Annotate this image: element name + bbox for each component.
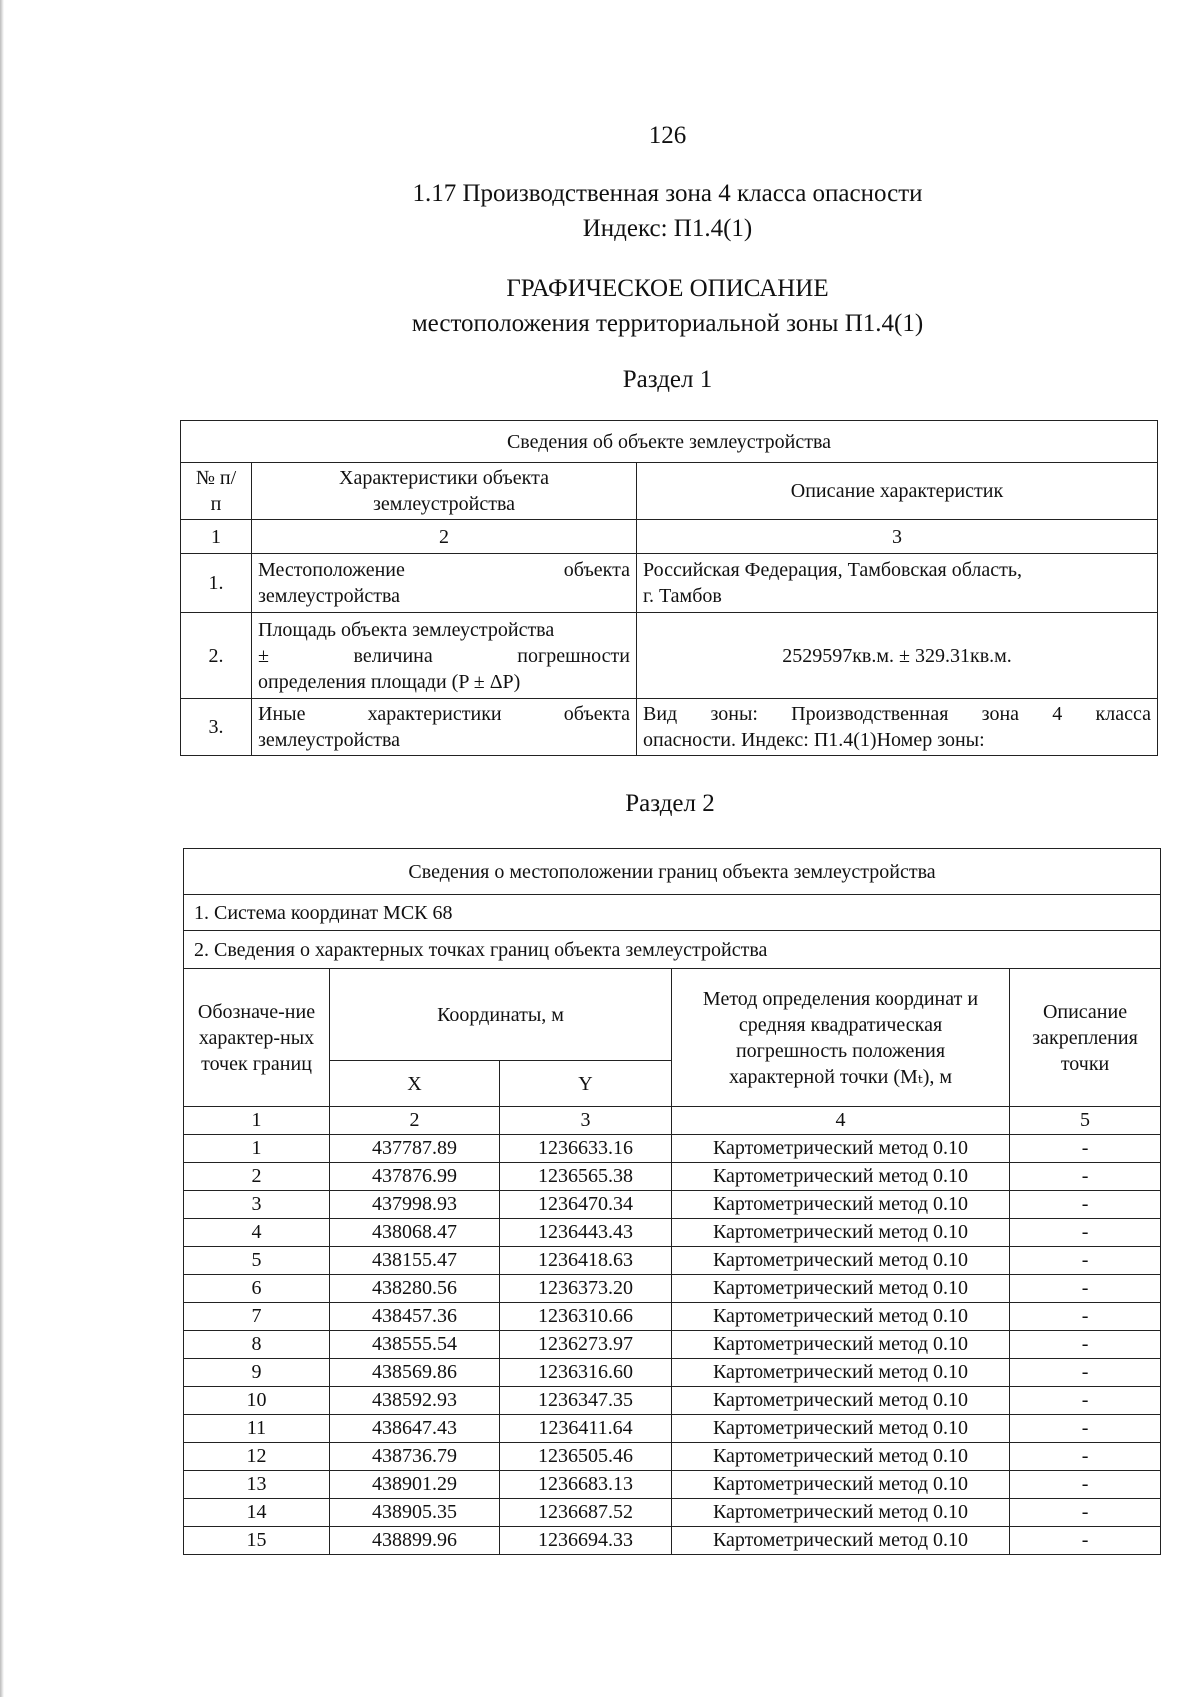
point-y: 1236565.38 <box>500 1163 672 1191</box>
col-number: 1 <box>184 1107 330 1135</box>
header-characteristics: Характеристики объекта землеустройства <box>252 463 637 520</box>
point-fixing: - <box>1010 1471 1161 1499</box>
point-method: Картометрический метод 0.10 <box>672 1275 1010 1303</box>
point-method: Картометрический метод 0.10 <box>672 1527 1010 1555</box>
header-num-line2: п <box>210 493 222 515</box>
boundary-caption: Сведения о местоположении границ объекта землеустройства <box>184 849 1161 895</box>
point-y: 1236694.33 <box>500 1527 672 1555</box>
zone-index: Индекс: П1.4(1) <box>582 215 753 242</box>
point-number: 5 <box>184 1247 330 1275</box>
point-x: 438901.29 <box>330 1471 500 1499</box>
point-fixing: - <box>1010 1499 1161 1527</box>
point-y: 1236411.64 <box>500 1415 672 1443</box>
point-method: Картометрический метод 0.10 <box>672 1331 1010 1359</box>
point-fixing: - <box>1010 1247 1161 1275</box>
boundary-points-table <box>183 848 1161 1555</box>
point-y: 1236273.97 <box>500 1331 672 1359</box>
point-number: 9 <box>184 1359 330 1387</box>
row-description: 2529597кв.м. ± 329.31кв.м. <box>637 613 1158 699</box>
point-method: Картометрический метод 0.10 <box>672 1247 1010 1275</box>
row-characteristic <box>252 699 637 756</box>
point-x: 438457.36 <box>330 1303 500 1331</box>
point-method: Картометрический метод 0.10 <box>672 1163 1010 1191</box>
description-line: Вид зоны: Производственная зона 4 класса <box>643 703 1151 725</box>
point-method: Картометрический метод 0.10 <box>672 1359 1010 1387</box>
point-y: 1236373.20 <box>500 1275 672 1303</box>
point-y: 1236310.66 <box>500 1303 672 1331</box>
point-y: 1236418.63 <box>500 1247 672 1275</box>
characteristic-line: Площадь объекта землеустройства <box>258 618 555 641</box>
point-x: 437998.93 <box>330 1191 500 1219</box>
point-x: 438899.96 <box>330 1527 500 1555</box>
description-line: Российская Федерация, Тамбовская область, <box>643 559 1022 581</box>
point-method: Картометрический метод 0.10 <box>672 1219 1010 1247</box>
point-fixing: - <box>1010 1191 1161 1219</box>
point-x: 437876.99 <box>330 1163 500 1191</box>
table-row <box>184 1443 1161 1471</box>
table-row <box>184 1527 1161 1555</box>
table-row <box>184 1303 1161 1331</box>
point-number: 12 <box>184 1443 330 1471</box>
point-number: 6 <box>184 1275 330 1303</box>
table-row <box>181 554 1158 613</box>
point-fixing: - <box>1010 1443 1161 1471</box>
table-row <box>184 1387 1161 1415</box>
point-method: Картометрический метод 0.10 <box>672 1499 1010 1527</box>
point-fixing: - <box>1010 1415 1161 1443</box>
col-number: 3 <box>500 1107 672 1135</box>
point-number: 15 <box>184 1527 330 1555</box>
point-y: 1236633.16 <box>500 1135 672 1163</box>
object-info-caption: Сведения об объекте землеустройства <box>181 421 1158 463</box>
row-number: 2. <box>181 613 252 699</box>
point-y: 1236316.60 <box>500 1359 672 1387</box>
point-y: 1236470.34 <box>500 1191 672 1219</box>
point-fixing: - <box>1010 1331 1161 1359</box>
characteristic-line: Местоположение объекта <box>258 559 630 581</box>
point-number: 4 <box>184 1219 330 1247</box>
header-x: X <box>330 1061 500 1107</box>
point-fixing: - <box>1010 1135 1161 1163</box>
point-y: 1236687.52 <box>500 1499 672 1527</box>
point-method: Картометрический метод 0.10 <box>672 1191 1010 1219</box>
description-line: г. Тамбов <box>643 585 722 607</box>
characteristic-line: Иные характеристики объекта <box>258 703 630 725</box>
header-method: Метод определения координат и средняя квадратическая погрешность положения характерной точки (Mₜ), м <box>672 969 1010 1107</box>
col-number: 3 <box>637 520 1158 554</box>
point-number: 8 <box>184 1331 330 1359</box>
coordinate-system: 1. Система координат МСК 68 <box>184 895 1161 931</box>
table-row <box>184 1275 1161 1303</box>
header-coordinates: Координаты, м <box>330 969 672 1061</box>
point-x: 438569.86 <box>330 1359 500 1387</box>
point-fixing: - <box>1010 1219 1161 1247</box>
header-designation: Обозначе-ние характер-ных точек границ <box>184 969 330 1107</box>
point-number: 10 <box>184 1387 330 1415</box>
point-fixing: - <box>1010 1163 1161 1191</box>
header-num-line1: № п/ <box>195 467 237 489</box>
point-number: 1 <box>184 1135 330 1163</box>
point-fixing: - <box>1010 1303 1161 1331</box>
table-row <box>184 1135 1161 1163</box>
point-x: 438736.79 <box>330 1443 500 1471</box>
scan-edge <box>0 0 4 1697</box>
point-method: Картометрический метод 0.10 <box>672 1135 1010 1163</box>
table-row <box>184 1191 1161 1219</box>
point-number: 14 <box>184 1499 330 1527</box>
row-description <box>637 554 1158 613</box>
point-method: Картометрический метод 0.10 <box>672 1303 1010 1331</box>
table-row <box>181 699 1158 756</box>
header-fixing: Описание закрепления точки <box>1010 969 1161 1107</box>
point-x: 438905.35 <box>330 1499 500 1527</box>
point-method: Картометрический метод 0.10 <box>672 1415 1010 1443</box>
point-number: 3 <box>184 1191 330 1219</box>
point-x: 438647.43 <box>330 1415 500 1443</box>
page-number: 126 <box>648 122 687 149</box>
row-characteristic <box>252 554 637 613</box>
description-line: опасности. Индекс: П1.4(1)Номер зоны: <box>643 729 985 751</box>
point-y: 1236347.35 <box>500 1387 672 1415</box>
header-description: Описание характеристик <box>637 463 1158 520</box>
header-num <box>181 463 252 520</box>
point-number: 2 <box>184 1163 330 1191</box>
table-row <box>184 1359 1161 1387</box>
row-number: 3. <box>181 699 252 756</box>
point-x: 438068.47 <box>330 1219 500 1247</box>
point-number: 13 <box>184 1471 330 1499</box>
point-fixing: - <box>1010 1275 1161 1303</box>
table-row <box>184 1499 1161 1527</box>
col-number: 2 <box>252 520 637 554</box>
row-description <box>637 699 1158 756</box>
table-row <box>184 1415 1161 1443</box>
point-fixing: - <box>1010 1387 1161 1415</box>
point-y: 1236443.43 <box>500 1219 672 1247</box>
section-1-title: Раздел 1 <box>622 366 713 393</box>
table-row <box>184 1331 1161 1359</box>
col-number: 2 <box>330 1107 500 1135</box>
table-row <box>184 1219 1161 1247</box>
col-number: 5 <box>1010 1107 1161 1135</box>
point-x: 437787.89 <box>330 1135 500 1163</box>
point-x: 438592.93 <box>330 1387 500 1415</box>
document-subtitle: местоположения территориальной зоны П1.4(1) <box>411 310 924 337</box>
point-method: Картометрический метод 0.10 <box>672 1471 1010 1499</box>
point-y: 1236683.13 <box>500 1471 672 1499</box>
point-fixing: - <box>1010 1527 1161 1555</box>
col-number: 4 <box>672 1107 1010 1135</box>
object-info-table <box>180 420 1158 756</box>
zone-title: 1.17 Производственная зона 4 класса опасности <box>412 180 923 207</box>
section-2-title: Раздел 2 <box>625 790 715 817</box>
table-row <box>181 613 1158 699</box>
points-caption: 2. Сведения о характерных точках границ объекта землеустройства <box>184 931 1161 969</box>
point-x: 438280.56 <box>330 1275 500 1303</box>
point-x: 438155.47 <box>330 1247 500 1275</box>
characteristic-line: ± величина погрешности <box>258 644 630 667</box>
table-row <box>184 1163 1161 1191</box>
header-y: Y <box>500 1061 672 1107</box>
characteristic-line: землеустройства <box>258 729 401 751</box>
col-number: 1 <box>181 520 252 554</box>
point-number: 7 <box>184 1303 330 1331</box>
table-row <box>184 1471 1161 1499</box>
row-characteristic <box>252 613 637 699</box>
table-row <box>184 1247 1161 1275</box>
point-number: 11 <box>184 1415 330 1443</box>
point-method: Картометрический метод 0.10 <box>672 1443 1010 1471</box>
point-y: 1236505.46 <box>500 1443 672 1471</box>
row-number: 1. <box>181 554 252 613</box>
document-title: ГРАФИЧЕСКОЕ ОПИСАНИЕ <box>506 275 829 302</box>
characteristic-line: определения площади (P ± ΔP) <box>258 670 521 693</box>
point-x: 438555.54 <box>330 1331 500 1359</box>
characteristic-line: землеустройства <box>258 585 401 607</box>
point-method: Картометрический метод 0.10 <box>672 1387 1010 1415</box>
point-fixing: - <box>1010 1359 1161 1387</box>
